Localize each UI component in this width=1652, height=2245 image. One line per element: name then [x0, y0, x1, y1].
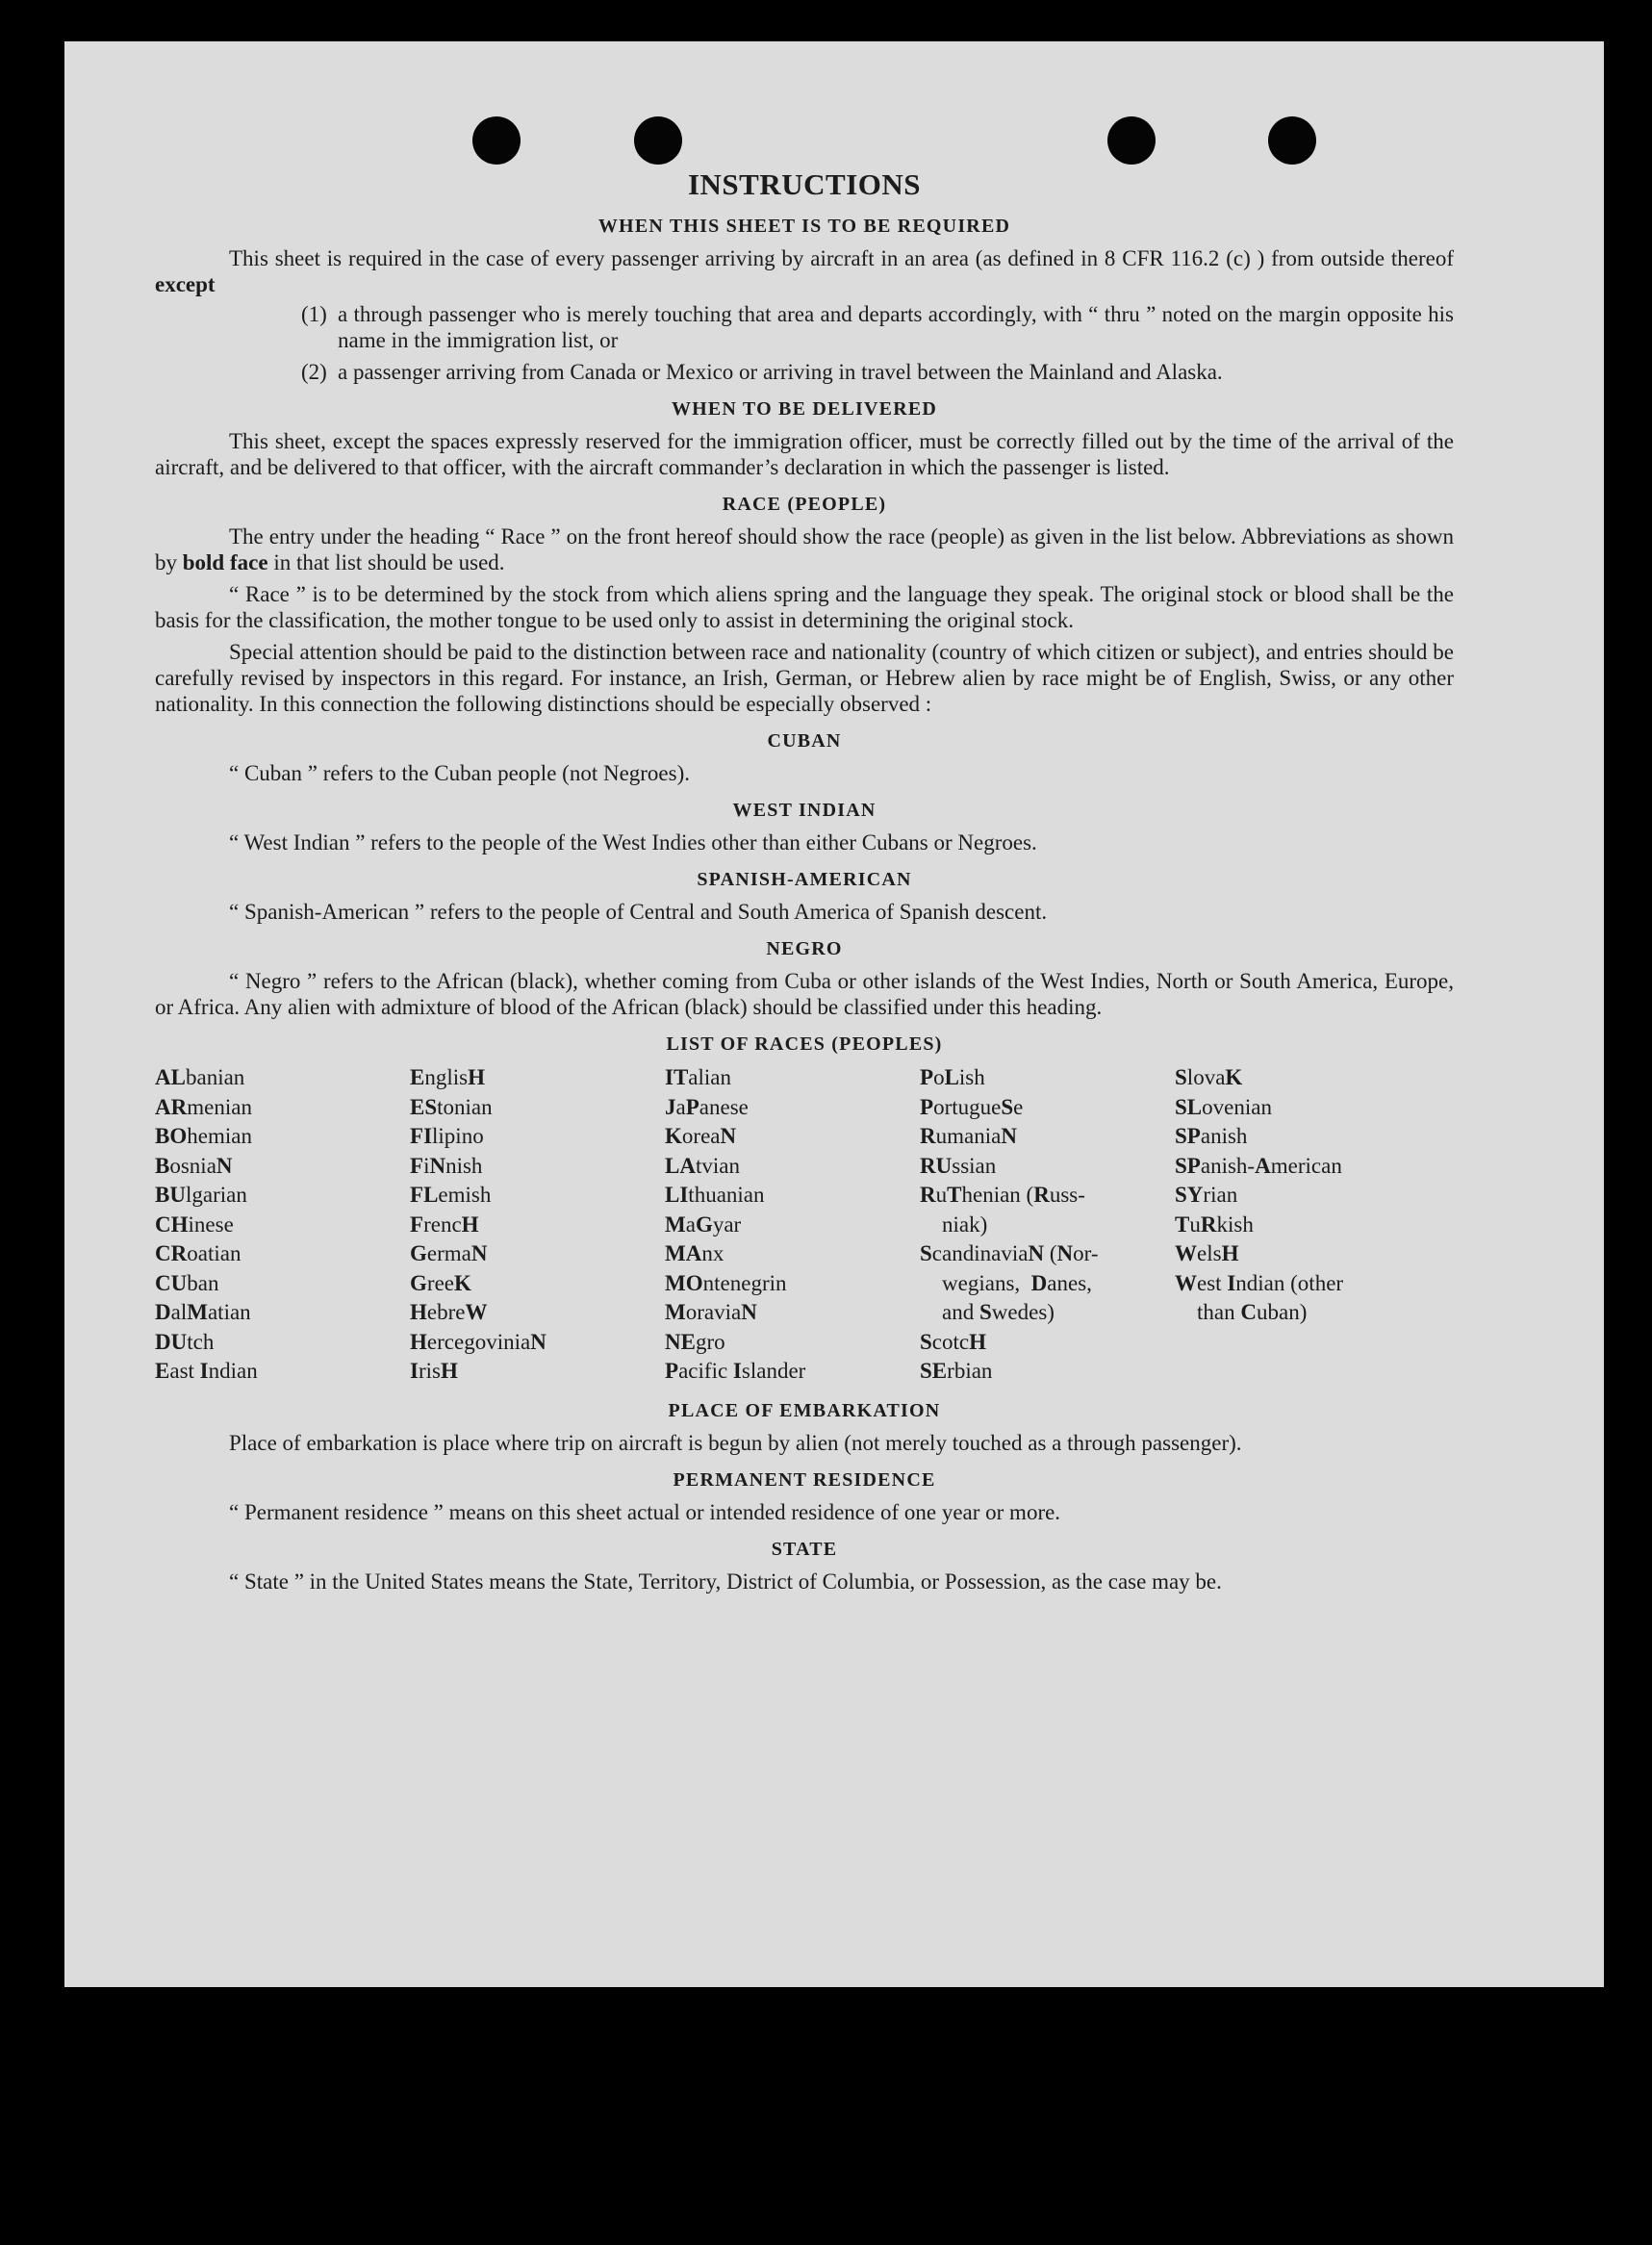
west-indian-text: “ West Indian ” refers to the people of the West Indies other than either Cubans or Negroes.: [229, 830, 1037, 855]
race-entry: MaGyar: [665, 1212, 742, 1237]
race-entry: CHinese: [155, 1212, 234, 1237]
race-entry: ScandinaviaN (Nor-: [920, 1241, 1099, 1265]
race-entry: PortugueSe: [920, 1094, 1024, 1119]
race-entry: MoraviaN: [665, 1300, 757, 1324]
race-entry: niak): [942, 1212, 988, 1237]
race-entry: ARmenian: [155, 1094, 252, 1119]
state-text: “ State ” in the United States means the State, Territory, District of Columbia, or Possession, as the case may be.: [229, 1569, 1222, 1594]
residence-text: “ Permanent residence ” means on this sheet actual or intended residence of one year or more.: [229, 1499, 1061, 1524]
race-entry: BosniaN: [155, 1153, 233, 1178]
races-column: [155, 1063, 410, 1387]
race-entry: FrencH: [410, 1212, 479, 1237]
heading-race: RACE (PEOPLE): [722, 494, 887, 515]
race-entry: LAtvian: [665, 1153, 740, 1178]
heading-negro: NEGRO: [766, 938, 843, 959]
races-column: [665, 1063, 920, 1387]
race-entry: West Indian (other: [1175, 1270, 1344, 1295]
race-entry: DalMatian: [155, 1300, 251, 1324]
race-entry: KoreaN: [665, 1124, 737, 1148]
race-entry: BOhemian: [155, 1124, 252, 1148]
race-paragraph-3: Special attention should be paid to the distinction between race and nationality (country of which citizen or subject), and entries should be carefully revised by inspectors in this regard. For instance, an Irish, German, or Hebrew alien by race might be of English, Swiss, or any other nationality. In this connection the following distinctions should be especially observed :: [155, 640, 1454, 716]
race-entry: SPanish-American: [1175, 1153, 1342, 1178]
race-entry: HercegoviniaN: [410, 1329, 546, 1354]
when-delivered-text: This sheet, except the spaces expressly reserved for the immigration officer, must be correctly filled out by the time of the arrival of the aircraft, and be delivered to that officer, with the aircraft commander’s declaration in which the passenger is listed.: [155, 429, 1454, 479]
race-paragraph-1: The entry under the heading “ Race ” on the front hereof should show the race (people) as given in the list below. Abbreviations as shown by bold face in that list should be used.: [155, 524, 1454, 574]
race-entry: PoLish: [920, 1065, 985, 1089]
race-entry: GreeK: [410, 1270, 471, 1295]
race-entry: SPanish: [1175, 1124, 1248, 1148]
race-entry: ScotcH: [920, 1329, 987, 1354]
negro-text: “ Negro ” refers to the African (black), whether coming from Cuba or other islands of the West Indies, North or South America, Europe, or Africa. Any alien with admixture of blood of the African (black) should be classified under this heading.: [155, 969, 1454, 1019]
race-entry: NEgro: [665, 1329, 725, 1354]
race-entry: LIthuanian: [665, 1183, 765, 1207]
when-required-text: This sheet is required in the case of every passenger arriving by aircraft in an area (as defined in 8 CFR 116.2 (c) ) from outside thereof except: [155, 246, 1454, 296]
race-entry: and Swedes): [942, 1300, 1055, 1324]
race-entry: wegians, Danes,: [942, 1270, 1092, 1295]
race-entry: Pacific Islander: [665, 1359, 806, 1383]
race-entry: ITalian: [665, 1065, 732, 1089]
list-item: (1) a through passenger who is merely touching that area and departs accordingly, with “ thru ” noted on the margin opposite his name in the immigration list, or: [301, 302, 1454, 352]
race-entry: SYrian: [1175, 1183, 1238, 1207]
page-title: INSTRUCTIONS: [687, 167, 921, 201]
race-entry: CRoatian: [155, 1241, 241, 1265]
heading-spanish-american: SPANISH-AMERICAN: [697, 869, 912, 890]
heading-when-required: WHEN THIS SHEET IS TO BE REQUIRED: [597, 216, 1011, 237]
race-entry: TuRkish: [1175, 1212, 1254, 1237]
race-entry: JaPanese: [665, 1094, 749, 1119]
race-entry: EnglisH: [410, 1065, 485, 1089]
race-entry: BUlgarian: [155, 1183, 247, 1207]
race-entry: IrisH: [410, 1359, 458, 1383]
heading-permanent-residence: PERMANENT RESIDENCE: [673, 1468, 936, 1491]
race-entry: FLemish: [410, 1183, 492, 1207]
race-entry: GermaN: [410, 1241, 488, 1265]
race-entry: than Cuban): [1197, 1300, 1308, 1324]
race-entry: SLovenian: [1175, 1094, 1272, 1119]
race-entry: HebreW: [410, 1300, 488, 1324]
races-column: [410, 1063, 665, 1387]
heading-when-delivered: WHEN TO BE DELIVERED: [671, 398, 938, 420]
race-entry: RUssian: [920, 1153, 997, 1178]
heading-state: STATE: [771, 1538, 838, 1560]
embarkation-text: Place of embarkation is place where trip on aircraft is begun by alien (not merely touched as a through passenger).: [229, 1430, 1242, 1455]
race-paragraph-2: “ Race ” is to be determined by the stock from which aliens spring and the language they speak. The original stock or blood shall be the basis for the classification, the mother tongue to be used only to assist in determining the original stock.: [155, 582, 1454, 632]
heading-list-of-races: LIST OF RACES (PEOPLES): [666, 1033, 943, 1055]
race-entry: SlovaK: [1175, 1065, 1243, 1089]
race-entry: RumaniaN: [920, 1124, 1017, 1148]
list-item: (2) a passenger arriving from Canada or Mexico or arriving in travel between the Mainland and Alaska.: [301, 360, 1223, 384]
race-entry: SErbian: [920, 1359, 993, 1383]
race-entry: FIlipino: [410, 1124, 484, 1148]
race-entry: MOntenegrin: [665, 1270, 787, 1295]
race-entry: ALbanian: [155, 1065, 245, 1089]
race-entry: East Indian: [155, 1359, 258, 1383]
race-entry: DUtch: [155, 1329, 215, 1354]
race-entry: RuThenian (Russ-: [920, 1183, 1085, 1207]
race-entry: MAnx: [665, 1241, 724, 1265]
race-entry: EStonian: [410, 1094, 493, 1119]
heading-west-indian: WEST INDIAN: [732, 800, 877, 821]
races-column: [920, 1063, 1175, 1387]
cuban-text: “ Cuban ” refers to the Cuban people (not Negroes).: [229, 761, 691, 785]
races-column: [1175, 1063, 1454, 1387]
races-table: [155, 1063, 1454, 1387]
race-entry: FiNnish: [410, 1153, 483, 1178]
race-entry: CUban: [155, 1270, 219, 1295]
document-content: [155, 121, 1454, 1594]
heading-embarkation: PLACE OF EMBARKATION: [668, 1399, 941, 1421]
spanish-american-text: “ Spanish-American ” refers to the people of Central and South America of Spanish descent.: [229, 900, 1048, 924]
race-entry: WelsH: [1175, 1241, 1239, 1265]
heading-cuban: CUBAN: [767, 730, 842, 752]
